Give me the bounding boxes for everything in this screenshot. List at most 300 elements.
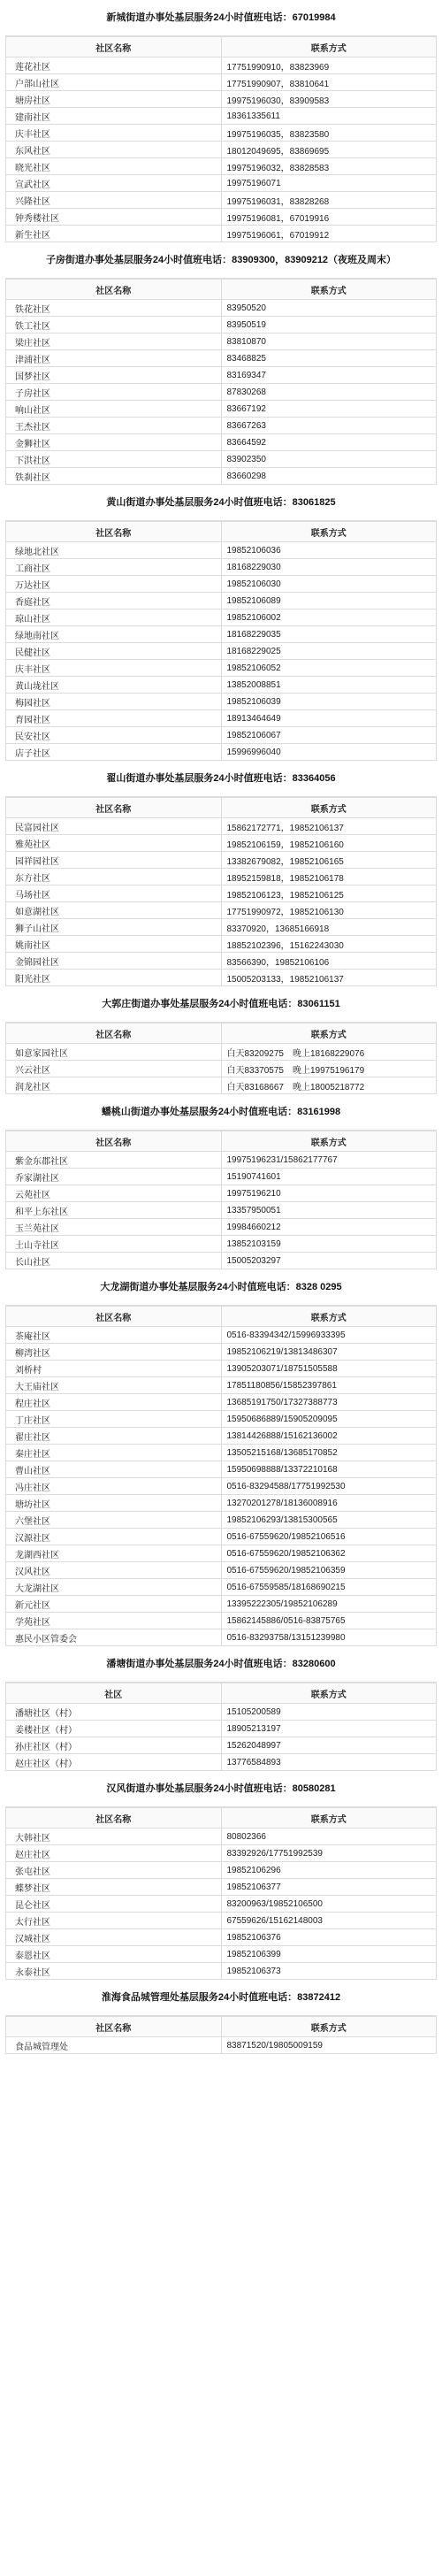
table-row — [6, 1377, 437, 1394]
community-name: 紫金东郡社区 — [6, 1152, 222, 1169]
contact-section — [5, 1269, 437, 1646]
table-row — [6, 677, 437, 694]
community-name: 民安社区 — [6, 727, 222, 744]
table-row — [6, 818, 437, 835]
table-row — [6, 1202, 437, 1219]
table-row — [6, 1152, 437, 1169]
community-name: 铁刹社区 — [6, 468, 222, 485]
column-header-contact: 联系方式 — [221, 522, 437, 542]
contact-phone: 13505215168/13685170852 — [221, 1445, 437, 1461]
contact-phone: 18852102396，15162243030 — [221, 936, 437, 953]
contact-phone: 18952159818，19852106178 — [221, 869, 437, 886]
community-name: 兴云社区 — [6, 1061, 222, 1077]
table-row — [6, 350, 437, 367]
community-name: 兴隆社区 — [6, 192, 222, 209]
column-header-name: 社区名称 — [6, 2017, 222, 2037]
community-name: 昆仑社区 — [6, 1896, 222, 1913]
table-header-row — [6, 2017, 437, 2037]
contact-phone: 83871520/19805009159 — [221, 2037, 437, 2054]
community-name: 姜楼社区（村） — [6, 1721, 222, 1737]
table-row — [6, 1896, 437, 1913]
contact-phone: 18168229025 — [221, 643, 437, 660]
table-header-row — [6, 1808, 437, 1828]
column-header-name: 社区名称 — [6, 1307, 222, 1327]
contact-table — [5, 1306, 437, 1646]
community-name: 玉兰苑社区 — [6, 1219, 222, 1236]
contact-phone: 19975196030，83909583 — [221, 91, 437, 108]
contact-phone: 19975196081，67019916 — [221, 209, 437, 226]
community-name: 蝶梦社区 — [6, 1879, 222, 1896]
community-name: 雅苑社区 — [6, 835, 222, 852]
column-header-contact: 联系方式 — [221, 1131, 437, 1152]
column-header-name: 社区名称 — [6, 522, 222, 542]
section-title: 汉风街道办事处基层服务24小时值班电话：80580281 — [5, 1771, 437, 1807]
community-name: 绿地南社区 — [6, 626, 222, 643]
community-name: 张屯社区 — [6, 1862, 222, 1879]
table-row — [6, 626, 437, 643]
contact-phone: 13270201278/18136008916 — [221, 1495, 437, 1512]
community-name: 姚南社区 — [6, 936, 222, 953]
table-row — [6, 593, 437, 610]
contact-phone: 0516-83394342/15996933395 — [221, 1327, 437, 1344]
table-header-row — [6, 798, 437, 818]
contact-table — [5, 2016, 437, 2054]
community-name: 程庄社区 — [6, 1394, 222, 1411]
contact-phone: 13395222305/19852106289 — [221, 1596, 437, 1613]
table-row — [6, 1629, 437, 1646]
table-row — [6, 727, 437, 744]
contact-phone: 13357950051 — [221, 1202, 437, 1219]
contact-phone: 0516-83293758/13151239980 — [221, 1629, 437, 1646]
contact-phone: 18913464649 — [221, 710, 437, 727]
community-name: 乔家湖社区 — [6, 1169, 222, 1185]
contact-phone: 15262048997 — [221, 1737, 437, 1754]
table-header-row — [6, 280, 437, 300]
table-row — [6, 175, 437, 192]
community-name: 塘房社区 — [6, 91, 222, 108]
table-row — [6, 1185, 437, 1202]
contact-phone: 19852106296 — [221, 1862, 437, 1879]
community-name: 大王庙社区 — [6, 1377, 222, 1394]
contact-phone: 67559626/15162148003 — [221, 1913, 437, 1929]
table-row — [6, 542, 437, 559]
contact-table — [5, 521, 437, 761]
contact-phone: 白天83209275 晚上18168229076 — [221, 1044, 437, 1061]
column-header-name: 社区名称 — [6, 1024, 222, 1044]
contact-section — [5, 986, 437, 1094]
column-header-name: 社区名称 — [6, 798, 222, 818]
table-row — [6, 1512, 437, 1529]
community-name: 王杰社区 — [6, 418, 222, 434]
contact-phone: 15005203133，19852106137 — [221, 970, 437, 986]
community-name: 曹山社区 — [6, 1461, 222, 1478]
table-row — [6, 1411, 437, 1428]
table-row — [6, 317, 437, 334]
community-name: 塘坊社区 — [6, 1495, 222, 1512]
community-name: 宣武社区 — [6, 175, 222, 192]
community-name: 绿地北社区 — [6, 542, 222, 559]
contact-phone: 19852106002 — [221, 610, 437, 626]
column-header-contact: 联系方式 — [221, 280, 437, 300]
community-name: 马场社区 — [6, 886, 222, 902]
contact-section — [5, 0, 437, 242]
community-name: 大韩社区 — [6, 1828, 222, 1845]
contact-section — [5, 1980, 437, 2054]
community-name: 莲花社区 — [6, 58, 222, 74]
contact-phone: 白天83370575 晚上19975196179 — [221, 1061, 437, 1077]
contact-phone: 83950519 — [221, 317, 437, 334]
table-row — [6, 970, 437, 986]
community-name: 金锦园社区 — [6, 953, 222, 970]
contact-phone: 19852106293/13815300565 — [221, 1512, 437, 1529]
table-row — [6, 1061, 437, 1077]
table-row — [6, 1394, 437, 1411]
community-name: 食品城管理处 — [6, 2037, 222, 2054]
table-row — [6, 91, 437, 108]
table-row — [6, 835, 437, 852]
community-name: 刘桥村 — [6, 1361, 222, 1377]
contact-phone: 19852106399 — [221, 1946, 437, 1963]
community-name: 铁花社区 — [6, 300, 222, 317]
table-row — [6, 1929, 437, 1946]
table-row — [6, 744, 437, 761]
contact-phone: 83200963/19852106500 — [221, 1896, 437, 1913]
section-title: 子房街道办事处基层服务24小时值班电话：83909300，83909212（夜班及周末） — [5, 242, 437, 279]
contact-phone: 15190741601 — [221, 1169, 437, 1185]
community-name: 狮子山社区 — [6, 919, 222, 936]
table-row — [6, 1461, 437, 1478]
contact-phone: 19975196231/15862177767 — [221, 1152, 437, 1169]
contact-phone: 0516-67559620/19852106516 — [221, 1529, 437, 1545]
table-row — [6, 1445, 437, 1461]
table-row — [6, 1478, 437, 1495]
community-name: 育园社区 — [6, 710, 222, 727]
community-name: 香庭社区 — [6, 593, 222, 610]
table-row — [6, 710, 437, 727]
table-row — [6, 158, 437, 175]
table-row — [6, 643, 437, 660]
contact-phone: 18012049695，83869695 — [221, 142, 437, 158]
table-row — [6, 660, 437, 677]
contact-phone: 15862145886/0516-83875765 — [221, 1613, 437, 1629]
table-header-row — [6, 1683, 437, 1704]
contact-phone: 0516-67559620/19852106359 — [221, 1562, 437, 1579]
table-row — [6, 1845, 437, 1862]
contact-phone: 19975196031，83828268 — [221, 192, 437, 209]
table-row — [6, 1044, 437, 1061]
contact-section — [5, 242, 437, 485]
contact-phone: 13776584893 — [221, 1754, 437, 1771]
contact-phone: 83370920，13685166918 — [221, 919, 437, 936]
table-row — [6, 334, 437, 350]
contact-phone: 19852106377 — [221, 1879, 437, 1896]
contact-phone: 15105200589 — [221, 1704, 437, 1721]
table-row — [6, 142, 437, 158]
community-name: 丁庄社区 — [6, 1411, 222, 1428]
table-row — [6, 1613, 437, 1629]
column-header-contact: 联系方式 — [221, 1024, 437, 1044]
community-name: 汉风社区 — [6, 1562, 222, 1579]
contact-table — [5, 1683, 437, 1771]
community-name: 庆丰社区 — [6, 125, 222, 142]
table-row — [6, 1721, 437, 1737]
contact-section — [5, 761, 437, 986]
contact-phone: 15950698888/13372210168 — [221, 1461, 437, 1478]
community-name: 汉城社区 — [6, 1929, 222, 1946]
table-row — [6, 1963, 437, 1980]
community-name: 茶庵社区 — [6, 1327, 222, 1344]
contact-phone: 17751990972，19852106130 — [221, 902, 437, 919]
table-row — [6, 1862, 437, 1879]
community-name: 响山社区 — [6, 401, 222, 418]
table-row — [6, 1344, 437, 1361]
contact-phone: 19852106219/13813486307 — [221, 1344, 437, 1361]
contact-phone: 19975196210 — [221, 1185, 437, 1202]
community-name: 泰恩社区 — [6, 1946, 222, 1963]
contact-phone: 19852106373 — [221, 1963, 437, 1980]
section-title: 黄山街道办事处基层服务24小时值班电话：83061825 — [5, 485, 437, 521]
table-header-row — [6, 1307, 437, 1327]
table-row — [6, 1913, 437, 1929]
table-row — [6, 1579, 437, 1596]
table-header-row — [6, 1024, 437, 1044]
section-title: 翟山街道办事处基层服务24小时值班电话：83364056 — [5, 761, 437, 797]
table-row — [6, 1596, 437, 1613]
community-name: 民富园社区 — [6, 818, 222, 835]
contact-phone: 19852106052 — [221, 660, 437, 677]
column-header-contact: 联系方式 — [221, 37, 437, 58]
contact-table — [5, 279, 437, 485]
contact-phone: 19852106036 — [221, 542, 437, 559]
section-title: 大郭庄街道办事处基层服务24小时值班电话：83061151 — [5, 986, 437, 1023]
table-row — [6, 418, 437, 434]
table-row — [6, 1704, 437, 1721]
table-row — [6, 559, 437, 576]
contact-phone: 19975196061，67019912 — [221, 226, 437, 242]
table-row — [6, 886, 437, 902]
community-name: 翟庄社区 — [6, 1428, 222, 1445]
contact-phone: 13905203071/18751505588 — [221, 1361, 437, 1377]
contact-phone: 18168229030 — [221, 559, 437, 576]
table-row — [6, 1253, 437, 1269]
community-name: 下洪社区 — [6, 451, 222, 468]
community-name: 赵庄社区（村） — [6, 1754, 222, 1771]
table-row — [6, 401, 437, 418]
table-header-row — [6, 1131, 437, 1152]
contact-phone: 83667263 — [221, 418, 437, 434]
contact-phone: 83169347 — [221, 367, 437, 384]
community-name: 潘塘社区（村） — [6, 1704, 222, 1721]
table-row — [6, 209, 437, 226]
contact-phone: 13852103159 — [221, 1236, 437, 1253]
contact-phone: 0516-67559585/18168690215 — [221, 1579, 437, 1596]
table-row — [6, 936, 437, 953]
contact-phone: 17851180856/15852397861 — [221, 1377, 437, 1394]
community-name: 万达社区 — [6, 576, 222, 593]
community-name: 铁工社区 — [6, 317, 222, 334]
contact-phone: 13852008851 — [221, 677, 437, 694]
contact-phone: 13685191750/17327388773 — [221, 1394, 437, 1411]
contact-phone: 83667192 — [221, 401, 437, 418]
contact-phone: 18168229035 — [221, 626, 437, 643]
community-name: 如意家园社区 — [6, 1044, 222, 1061]
contact-table — [5, 797, 437, 986]
contact-phone: 83810870 — [221, 334, 437, 350]
community-name: 户部山社区 — [6, 74, 222, 91]
community-name: 阳光社区 — [6, 970, 222, 986]
community-name: 津浦社区 — [6, 350, 222, 367]
table-row — [6, 1077, 437, 1094]
table-row — [6, 300, 437, 317]
contact-phone: 19852106123，19852106125 — [221, 886, 437, 902]
contact-section — [5, 1646, 437, 1771]
table-header-row — [6, 522, 437, 542]
community-name: 孙庄社区（村） — [6, 1737, 222, 1754]
column-header-name: 社区名称 — [6, 280, 222, 300]
table-row — [6, 1879, 437, 1896]
table-row — [6, 367, 437, 384]
community-name: 惠民小区管委会 — [6, 1629, 222, 1646]
table-row — [6, 192, 437, 209]
community-name: 园祥园社区 — [6, 852, 222, 869]
table-row — [6, 852, 437, 869]
community-name: 庆丰社区 — [6, 660, 222, 677]
table-row — [6, 451, 437, 468]
section-title: 蟠桃山街道办事处基层服务24小时值班电话：83161998 — [5, 1094, 437, 1131]
community-name: 润龙社区 — [6, 1077, 222, 1094]
contact-phone: 80802366 — [221, 1828, 437, 1845]
contact-phone: 87830268 — [221, 384, 437, 401]
contact-phone: 83660298 — [221, 468, 437, 485]
community-name: 黄山垅社区 — [6, 677, 222, 694]
community-name: 和平上东社区 — [6, 1202, 222, 1219]
community-name: 永泰社区 — [6, 1963, 222, 1980]
table-row — [6, 1946, 437, 1963]
column-header-contact: 联系方式 — [221, 1808, 437, 1828]
contact-phone: 白天83168667 晚上18005218772 — [221, 1077, 437, 1094]
table-row — [6, 58, 437, 74]
column-header-contact: 联系方式 — [221, 2017, 437, 2037]
contact-phone: 15862172771，19852106137 — [221, 818, 437, 835]
section-title: 潘塘街道办事处基层服务24小时值班电话：83280600 — [5, 1646, 437, 1683]
column-header-name: 社区名称 — [6, 37, 222, 58]
table-row — [6, 125, 437, 142]
contact-phone: 19852106376 — [221, 1929, 437, 1946]
table-row — [6, 384, 437, 401]
contact-phone: 19852106030 — [221, 576, 437, 593]
contact-phone: 19975196035，83823580 — [221, 125, 437, 142]
contact-phone: 19984660212 — [221, 1219, 437, 1236]
table-row — [6, 2037, 437, 2054]
column-header-contact: 联系方式 — [221, 1307, 437, 1327]
community-name: 东方社区 — [6, 869, 222, 886]
contact-phone: 18905213197 — [221, 1721, 437, 1737]
community-name: 钟秀楼社区 — [6, 209, 222, 226]
section-title: 淮海食品城管理处基层服务24小时值班电话：83872412 — [5, 1980, 437, 2016]
table-row — [6, 694, 437, 710]
table-header-row — [6, 37, 437, 58]
table-row — [6, 576, 437, 593]
contact-phone: 83566390，19852106106 — [221, 953, 437, 970]
table-row — [6, 610, 437, 626]
column-header-contact: 联系方式 — [221, 798, 437, 818]
community-name: 龙湖西社区 — [6, 1545, 222, 1562]
column-header-contact: 联系方式 — [221, 1683, 437, 1704]
community-name: 新元社区 — [6, 1596, 222, 1613]
community-name: 东风社区 — [6, 142, 222, 158]
contact-phone: 19975196032，83828583 — [221, 158, 437, 175]
community-name: 国梦社区 — [6, 367, 222, 384]
table-row — [6, 1428, 437, 1445]
contact-phone: 13814426888/15162136002 — [221, 1428, 437, 1445]
community-name: 汉源社区 — [6, 1529, 222, 1545]
table-row — [6, 1828, 437, 1845]
section-title: 新城街道办事处基层服务24小时值班电话：67019984 — [5, 0, 437, 36]
contact-phone: 0516-67559620/19852106362 — [221, 1545, 437, 1562]
community-name: 云苑社区 — [6, 1185, 222, 1202]
contact-phone: 13382679082，19852106165 — [221, 852, 437, 869]
community-name: 学苑社区 — [6, 1613, 222, 1629]
contact-table — [5, 1807, 437, 1980]
community-name: 秦庄社区 — [6, 1445, 222, 1461]
table-row — [6, 468, 437, 485]
contact-phone: 19852106039 — [221, 694, 437, 710]
table-row — [6, 1754, 437, 1771]
community-name: 民健社区 — [6, 643, 222, 660]
community-name: 梁庄社区 — [6, 334, 222, 350]
table-row — [6, 953, 437, 970]
community-name: 大龙湖社区 — [6, 1579, 222, 1596]
community-name: 金狮社区 — [6, 434, 222, 451]
community-name: 土山寺社区 — [6, 1236, 222, 1253]
community-name: 新生社区 — [6, 226, 222, 242]
contact-phone: 19852106089 — [221, 593, 437, 610]
community-name: 琼山社区 — [6, 610, 222, 626]
table-row — [6, 869, 437, 886]
table-row — [6, 1562, 437, 1579]
contact-phone: 83950520 — [221, 300, 437, 317]
community-name: 冯庄社区 — [6, 1478, 222, 1495]
table-row — [6, 1219, 437, 1236]
contact-phone: 15996996040 — [221, 744, 437, 761]
table-row — [6, 902, 437, 919]
community-name: 店子社区 — [6, 744, 222, 761]
table-row — [6, 226, 437, 242]
contact-phone: 83664592 — [221, 434, 437, 451]
table-row — [6, 1169, 437, 1185]
contact-section — [5, 1771, 437, 1980]
contact-phone: 17751990907，83810641 — [221, 74, 437, 91]
community-name: 梅园社区 — [6, 694, 222, 710]
table-row — [6, 1236, 437, 1253]
contact-section — [5, 1094, 437, 1269]
table-row — [6, 108, 437, 125]
table-row — [6, 919, 437, 936]
community-name: 子房社区 — [6, 384, 222, 401]
column-header-name: 社区名称 — [6, 1808, 222, 1828]
table-row — [6, 1495, 437, 1512]
column-header-name: 社区名称 — [6, 1131, 222, 1152]
community-name: 赵庄社区 — [6, 1845, 222, 1862]
community-name: 长山社区 — [6, 1253, 222, 1269]
community-name: 柳湾社区 — [6, 1344, 222, 1361]
table-row — [6, 1545, 437, 1562]
community-name: 太行社区 — [6, 1913, 222, 1929]
contact-phone: 19852106067 — [221, 727, 437, 744]
contact-phone: 15950686889/15905209095 — [221, 1411, 437, 1428]
contact-phone: 0516-83294588/17751992530 — [221, 1478, 437, 1495]
contact-phone: 15005203297 — [221, 1253, 437, 1269]
